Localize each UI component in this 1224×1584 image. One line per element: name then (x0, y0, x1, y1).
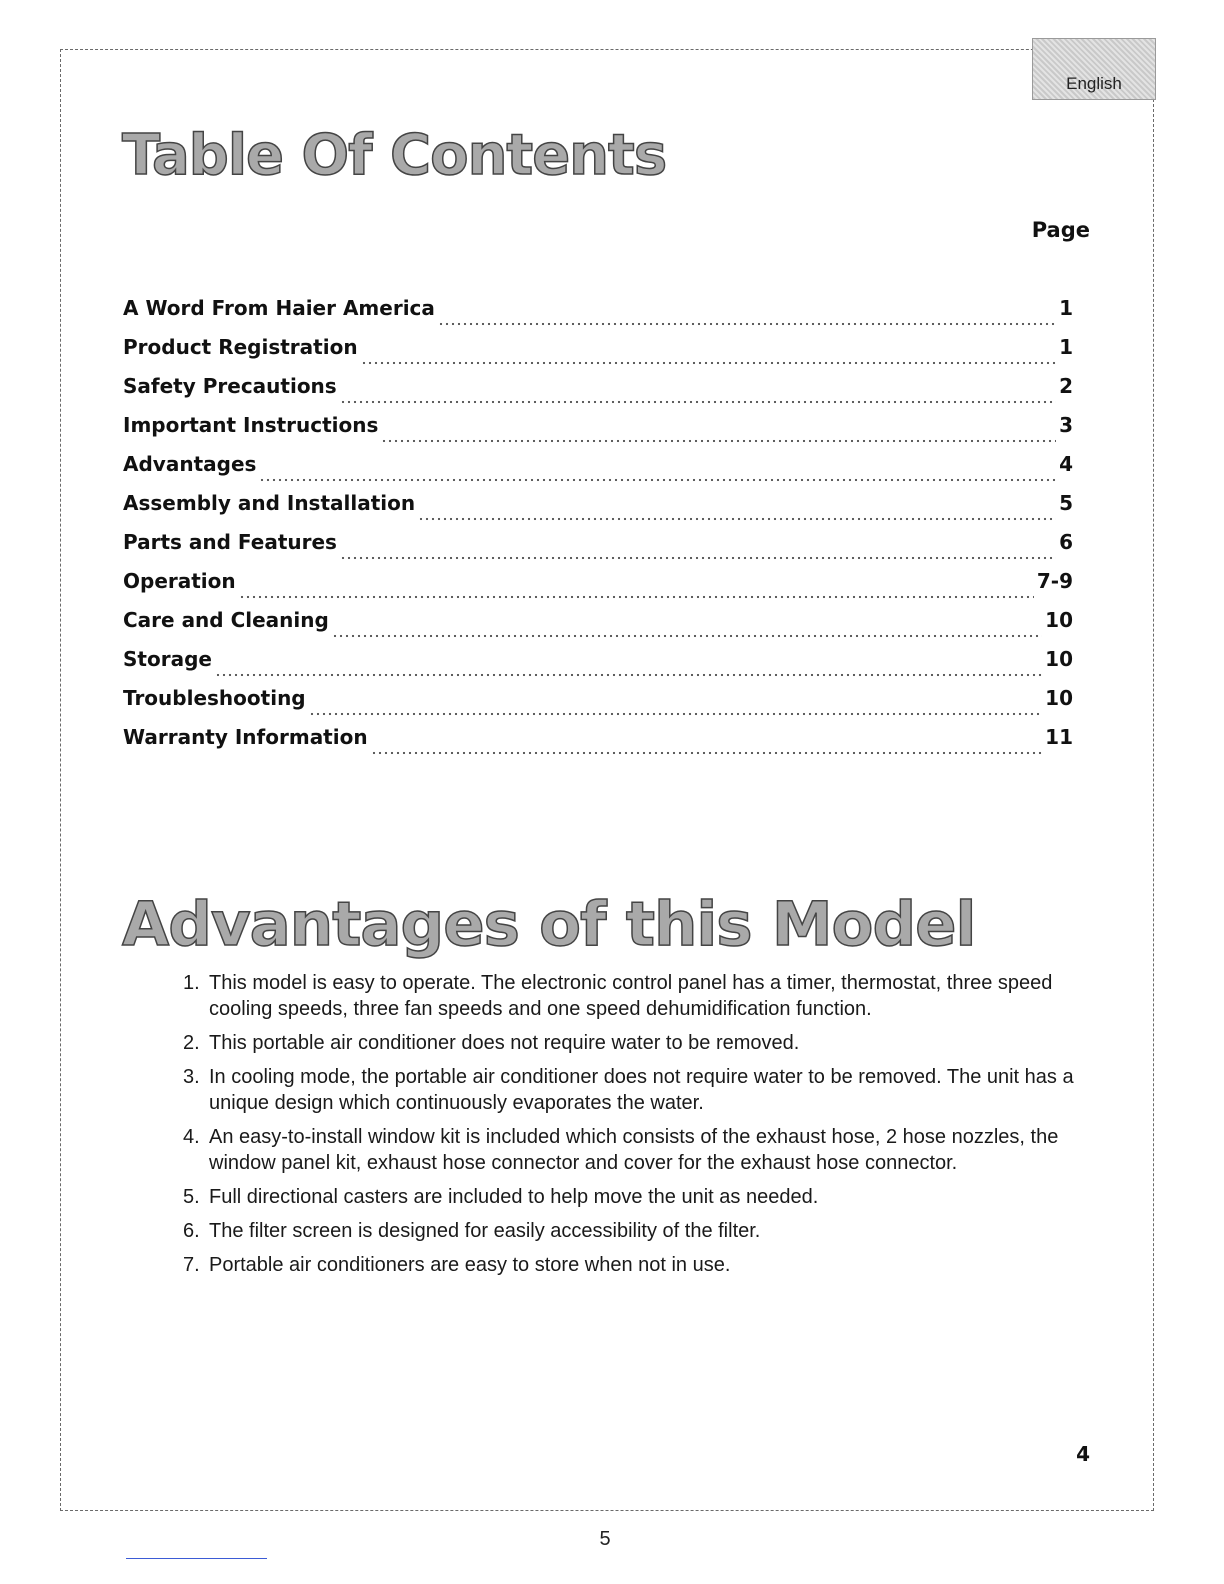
toc-entry (123, 569, 1073, 608)
toc-entry-page: 10 (1045, 686, 1073, 710)
toc-entry-page: 6 (1059, 530, 1073, 554)
toc-entry-page: 2 (1059, 374, 1073, 398)
advantages-list (183, 970, 1083, 1286)
toc-entry (123, 374, 1073, 413)
item-text: An easy-to-install window kit is included which consists of the exhaust hose, 2 hose nozzles, the window panel kit, exhaust hose connector and cover for the exhaust hose connector. (209, 1126, 1059, 1174)
list-item (183, 1064, 1083, 1116)
toc-entry-label: Important Instructions (123, 413, 379, 437)
toc-entry-label: Warranty Information (123, 725, 368, 749)
dot-leader (215, 673, 1042, 677)
toc-entry-label: Assembly and Installation (123, 491, 416, 515)
toc-entry-label: Operation (123, 569, 236, 593)
footer-page-number: 5 (599, 1528, 611, 1550)
toc-entry (123, 452, 1073, 491)
advantages-title: Advantages of this Model (122, 889, 976, 960)
toc-title: Table Of Contents (122, 123, 667, 188)
toc-entry-page: 3 (1059, 413, 1073, 437)
item-text: Portable air conditioners are easy to store when not in use. (209, 1254, 731, 1276)
item-number: 6. (183, 1220, 200, 1242)
list-item (183, 1184, 1083, 1210)
toc-entry-label: A Word From Haier America (123, 296, 435, 320)
toc-entry-label: Advantages (123, 452, 257, 476)
toc-entry (123, 335, 1073, 374)
toc-entry (123, 647, 1073, 686)
dot-leader (418, 517, 1056, 521)
dot-leader (309, 712, 1043, 716)
item-number: 2. (183, 1032, 200, 1054)
toc-entry-label: Troubleshooting (123, 686, 306, 710)
dot-leader (239, 595, 1034, 599)
toc-entry-page: 1 (1059, 335, 1073, 359)
item-number: 3. (183, 1066, 200, 1088)
item-number: 1. (183, 972, 200, 994)
toc-entry-page: 10 (1045, 608, 1073, 632)
page-border (60, 49, 1154, 1511)
dot-leader (332, 634, 1042, 638)
toc-entry-label: Storage (123, 647, 212, 671)
toc-entry (123, 530, 1073, 569)
toc-entry (123, 491, 1073, 530)
list-item (183, 1252, 1083, 1278)
toc-entry (123, 686, 1073, 725)
dot-leader (438, 322, 1056, 326)
item-text: In cooling mode, the portable air conditioner does not require water to be removed. The unit has a unique design which continuously evaporates the water. (209, 1066, 1074, 1114)
toc-entry-label: Care and Cleaning (123, 608, 329, 632)
list-item (183, 970, 1083, 1022)
item-text: Full directional casters are included to help move the unit as needed. (209, 1186, 819, 1208)
toc-entry (123, 296, 1073, 335)
toc-list (123, 296, 1073, 764)
language-label: English (1066, 74, 1122, 93)
toc-page-header: Page (1031, 218, 1090, 242)
item-number: 7. (183, 1254, 200, 1276)
dot-leader (371, 751, 1043, 755)
toc-entry-page: 7-9 (1036, 569, 1073, 593)
toc-entry-label: Parts and Features (123, 530, 337, 554)
toc-entry-page: 10 (1045, 647, 1073, 671)
dot-leader (381, 439, 1056, 443)
item-number: 4. (183, 1126, 200, 1148)
toc-entry (123, 608, 1073, 647)
list-item (183, 1124, 1083, 1176)
divider (126, 1558, 267, 1559)
toc-entry (123, 413, 1073, 452)
dot-leader (259, 478, 1056, 482)
toc-entry (123, 725, 1073, 764)
list-item (183, 1218, 1083, 1244)
toc-entry-label: Safety Precautions (123, 374, 337, 398)
dot-leader (361, 361, 1057, 365)
list-item (183, 1030, 1083, 1056)
dot-leader (340, 400, 1056, 404)
language-tab (1032, 38, 1156, 100)
toc-entry-page: 1 (1059, 296, 1073, 320)
item-text: The filter screen is designed for easily accessibility of the filter. (209, 1220, 761, 1242)
toc-entry-page: 11 (1045, 725, 1073, 749)
page-number: 4 (1076, 1442, 1090, 1466)
toc-entry-page: 5 (1059, 491, 1073, 515)
toc-entry-label: Product Registration (123, 335, 358, 359)
dot-leader (340, 556, 1056, 560)
item-text: This model is easy to operate. The electronic control panel has a timer, thermostat, three speed cooling speeds, three fan speeds and one speed dehumidification function. (209, 972, 1053, 1020)
item-text: This portable air conditioner does not require water to be removed. (209, 1032, 800, 1054)
toc-entry-page: 4 (1059, 452, 1073, 476)
item-number: 5. (183, 1186, 200, 1208)
